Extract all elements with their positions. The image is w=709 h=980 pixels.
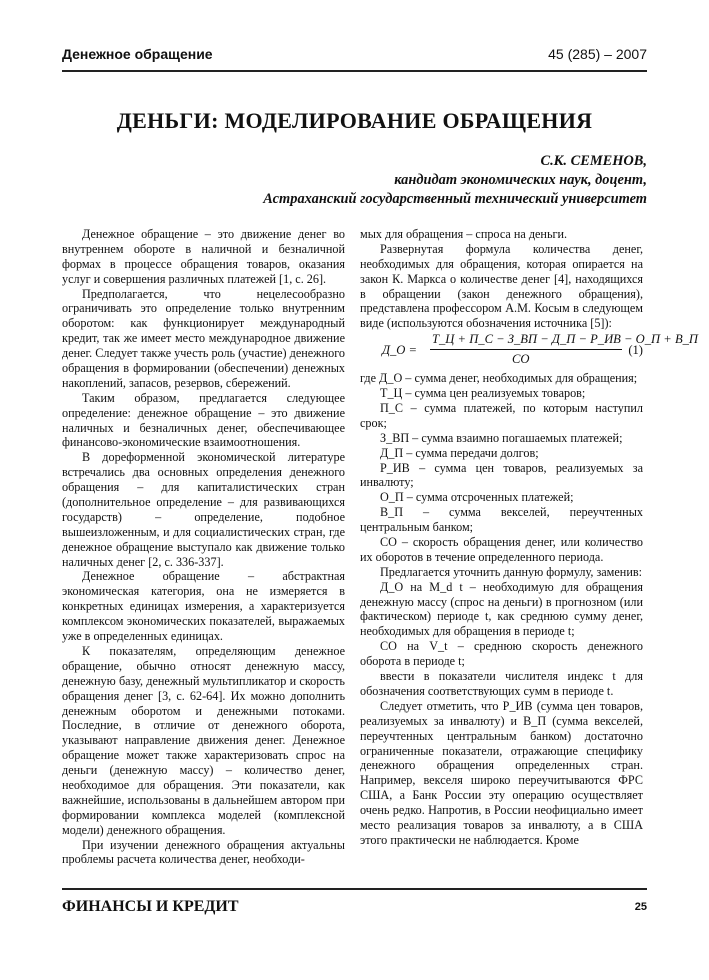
paragraph: Развернутая формула количества денег, необходимых для обращения, которая опирается на закон К. Маркса о количестве денег [4], находящихся в обращении (закон денежного обращения), представлена профессором А.М. Косым в следующем виде (используются обозначения источника [5]): [360, 241, 643, 331]
issue-number: 45 (285) – 2007 [548, 46, 647, 62]
author-affiliation: Астраханский государственный технический университет [263, 191, 647, 207]
formula-number: (1) [628, 343, 643, 358]
paragraph: Денежное обращение – абстрактная экономическая категория, она не измеряется в конкретных единицах измерения, а характеризуется комплексом экономических показателей, выражаемых уже в определенных единицах. [62, 569, 345, 644]
definition-item: Т_Ц – сумма цен реализуемых товаров; [380, 386, 586, 401]
paragraph: мых для обращения – спроса на деньги. [360, 227, 568, 241]
definition-item: где Д_О – сумма денег, необходимых для обращения; [360, 371, 638, 386]
author-block [263, 152, 647, 209]
replacement-item: СО на V_t – среднюю скорость денежного оборота в периоде t; [360, 639, 643, 669]
header-rule [62, 70, 647, 72]
replacement-item: Д_О на M_d t – необходимую для обращения денежную массу (спрос на деньги) в прогнозном (или фактическом) периоде t, как среднюю сумму денег, необходимых для обращения в периоде t; [360, 579, 643, 639]
formula-numerator: Т_Ц + П_С − З_ВП − Д_П − Р_ИВ − О_П + В_П [432, 332, 699, 347]
paragraph: Предполагается, что нецелесообразно ограничивать это определение только внутренним оборотом: как функционирует международный кредит, так же имеет место международное движение денег. Следует также учесть роль (участие) денежного обращения в формировании (обеспечении) денежных накоплений, запасов, резервов, сбережений. [62, 286, 345, 390]
fraction-bar [430, 349, 622, 350]
right-column [360, 227, 699, 848]
definition-item: З_ВП – сумма взаимно погашаемых платежей; [380, 430, 623, 445]
author-degree: кандидат экономических наук, доцент, [394, 172, 647, 188]
running-header [62, 46, 647, 64]
definition-item: Д_П – сумма передачи долгов; [380, 445, 539, 460]
paragraph: При изучении денежного обращения актуальны проблемы расчета количества денег, необходи- [62, 837, 345, 867]
journal-name: ФИНАНСЫ И КРЕДИТ [62, 898, 239, 915]
paragraph: Предлагается уточнить данную формулу, заменив: [380, 564, 642, 579]
definition-item: Р_ИВ – сумма цен товаров, реализуемых за инвалюту; [360, 460, 643, 490]
section-name: Денежное обращение [62, 46, 213, 62]
formula-lhs: Д_О = [382, 343, 418, 358]
footer-rule [62, 888, 647, 890]
page-number: 25 [634, 901, 647, 913]
left-column [62, 227, 345, 867]
running-footer [62, 898, 647, 918]
paragraph: Таким образом, предлагается следующее определение: денежное обращение – это движение наличных и безналичных денег, обеспечивающее финансово-экономические взаимоотношения. [62, 390, 345, 450]
article-title: ДЕНЬГИ: МОДЕЛИРОВАНИЕ ОБРАЩЕНИЯ [116, 108, 593, 133]
definition-item: СО – скорость обращения денег, или количество их оборотов в течение определенного периода. [360, 535, 643, 564]
paragraph: К показателям, определяющим денежное обращение, обычно относят денежную массу, денежную базу, денежный мультипликатор и скорость обращения денег [3, с. 62-64]. Их можно дополнить денежным оборотом и денежными потоками. Последние, в отличие от денежного оборота, указывают направление движения денег. Денежное обращение может также характеризовать спрос на деньги (денежную массу) – количество денег, необходимое для обращения. Эти показатели, как важнейшие, использованы в дальнейшем автором при формировании комплекса моделей (комплексной модели) денежного обращения. [62, 643, 345, 837]
formula-1 [360, 331, 699, 371]
definition-item: О_П – сумма отсроченных платежей; [380, 490, 574, 505]
author-name: С.К. СЕМЕНОВ, [540, 153, 647, 169]
paragraph: В дореформенной экономической литературе встречались два основных определения денежного обращения – для капиталистических стран (дополнительное определение – для развивающихся государств) – определение, подобное вышеизложенным, и для социалистических стран, где денежное обращение выступало как движение только наличных денег [2, с. 336-337]. [62, 450, 345, 569]
paragraph: Следует отметить, что Р_ИВ (сумма цен товаров, реализуемых за инвалюту) и В_П (сумма векселей, переучтенных центральным банком) достаточно ограниченные показатели, отражающие специфику денежного обращения определенных стран. Например, векселя широко переучитываются ФРС США, а Банк России эту операцию осуществляет очень редко. Напротив, в России неофициально имеет место реализация товаров за инвалюту, а в США этого практически не наблюдается. Кроме [360, 698, 643, 847]
definition-item: В_П – сумма векселей, переучтенных центральным банком; [360, 505, 643, 535]
replacement-item: ввести в показатели числителя индекс t для обозначения соответствующих сумм в периоде t. [360, 669, 643, 698]
definition-item: П_С – сумма платежей, по которым наступил срок; [360, 401, 643, 430]
formula-denominator: СО [512, 352, 530, 367]
paragraph: Денежное обращение – это движение денег во внутреннем обороте в наличной и безналичной формах в процессе обращения товаров, оказания услуг и совершения различных платежей [1, с. 26]. [62, 227, 345, 286]
